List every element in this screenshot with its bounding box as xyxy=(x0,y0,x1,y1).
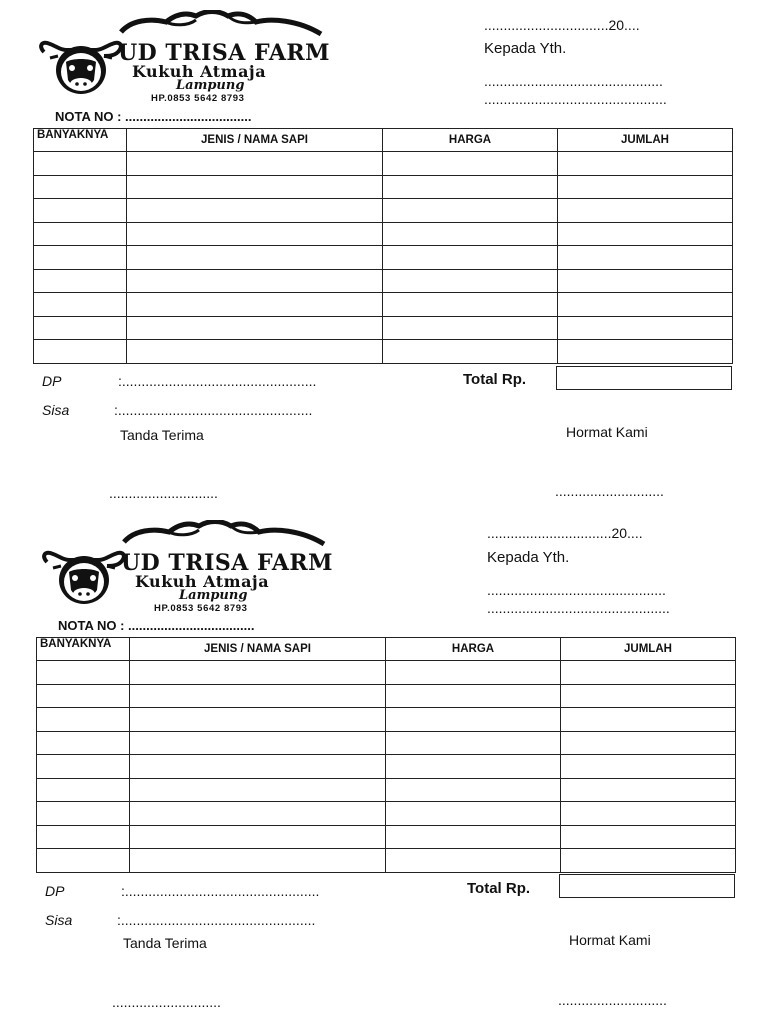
jenis-cell[interactable] xyxy=(130,661,386,685)
items-table xyxy=(33,128,733,364)
jumlah-cell[interactable] xyxy=(558,199,733,223)
jenis-cell[interactable] xyxy=(130,708,386,732)
jenis-cell[interactable] xyxy=(127,175,383,199)
table-row xyxy=(37,684,736,708)
dp-line[interactable]: :.................................................. xyxy=(118,373,317,389)
qty-cell[interactable] xyxy=(34,340,127,364)
table-row xyxy=(34,222,733,246)
table-row xyxy=(34,340,733,364)
jenis-cell[interactable] xyxy=(127,340,383,364)
jenis-cell[interactable] xyxy=(130,825,386,849)
harga-cell[interactable] xyxy=(383,199,558,223)
qty-cell[interactable] xyxy=(37,661,130,685)
qty-cell[interactable] xyxy=(34,175,127,199)
table-row xyxy=(34,246,733,270)
jumlah-cell[interactable] xyxy=(561,802,736,826)
table-row xyxy=(37,661,736,685)
jenis-cell[interactable] xyxy=(127,316,383,340)
jumlah-cell[interactable] xyxy=(561,755,736,779)
jumlah-cell[interactable] xyxy=(558,316,733,340)
harga-cell[interactable] xyxy=(386,731,561,755)
receipt-bottom xyxy=(0,508,768,1018)
harga-cell[interactable] xyxy=(383,293,558,317)
brand-name: UD TRISA FARM xyxy=(118,40,331,66)
address-line-2[interactable]: ............................................... xyxy=(484,91,667,107)
harga-cell[interactable] xyxy=(386,825,561,849)
address-line-1[interactable]: .............................................. xyxy=(487,582,666,598)
harga-cell[interactable] xyxy=(386,661,561,685)
harga-cell[interactable] xyxy=(383,175,558,199)
jenis-cell[interactable] xyxy=(130,778,386,802)
qty-cell[interactable] xyxy=(34,293,127,317)
jenis-cell[interactable] xyxy=(127,222,383,246)
brand-city: Lampung xyxy=(176,78,245,93)
brand-name: UD TRISA FARM xyxy=(121,550,334,576)
farm-logo xyxy=(39,520,339,615)
table-header-row xyxy=(37,638,736,661)
sisa-label: Sisa xyxy=(42,402,70,418)
jenis-cell[interactable] xyxy=(130,802,386,826)
table-row xyxy=(37,731,736,755)
table-row xyxy=(34,175,733,199)
signature-left[interactable]: ............................ xyxy=(112,994,221,1010)
col-jenis: JENIS / NAMA SAPI xyxy=(127,129,383,152)
col-banyaknya: BANYAKNYA xyxy=(37,638,130,661)
jumlah-cell[interactable] xyxy=(561,849,736,873)
jumlah-cell[interactable] xyxy=(558,222,733,246)
harga-cell[interactable] xyxy=(386,778,561,802)
jenis-cell[interactable] xyxy=(127,293,383,317)
qty-cell[interactable] xyxy=(37,825,130,849)
sisa-line[interactable]: :.................................................. xyxy=(114,402,313,418)
jumlah-cell[interactable] xyxy=(558,340,733,364)
total-amount-box[interactable] xyxy=(559,874,735,898)
harga-cell[interactable] xyxy=(386,755,561,779)
date-line[interactable]: ................................20.... xyxy=(487,525,643,541)
receipt-top xyxy=(0,0,768,510)
qty-cell[interactable] xyxy=(34,222,127,246)
harga-cell[interactable] xyxy=(383,246,558,270)
harga-cell[interactable] xyxy=(386,708,561,732)
harga-cell[interactable] xyxy=(386,849,561,873)
col-banyaknya: BANYAKNYA xyxy=(34,129,127,152)
date-line[interactable]: ................................20.... xyxy=(484,17,640,33)
dp-label: DP xyxy=(42,373,62,389)
table-row xyxy=(37,849,736,873)
dp-line[interactable]: :.................................................. xyxy=(121,883,320,899)
col-harga: HARGA xyxy=(383,129,558,152)
address-line-1[interactable]: .............................................. xyxy=(484,73,663,89)
jenis-cell[interactable] xyxy=(130,731,386,755)
dp-label: DP xyxy=(45,883,65,899)
qty-cell[interactable] xyxy=(37,708,130,732)
signature-left[interactable]: ............................ xyxy=(109,485,218,501)
table-row xyxy=(37,755,736,779)
table-row xyxy=(37,708,736,732)
jenis-cell[interactable] xyxy=(127,269,383,293)
jenis-cell[interactable] xyxy=(127,246,383,270)
jumlah-cell[interactable] xyxy=(561,708,736,732)
harga-cell[interactable] xyxy=(386,684,561,708)
total-amount-box[interactable] xyxy=(556,366,732,390)
kepada-label: Kepada Yth. xyxy=(487,549,570,566)
qty-cell[interactable] xyxy=(34,269,127,293)
address-line-2[interactable]: ............................................... xyxy=(487,600,670,616)
hormat-kami-label: Hormat Kami xyxy=(566,424,648,440)
col-jumlah: JUMLAH xyxy=(558,129,733,152)
jumlah-cell[interactable] xyxy=(561,778,736,802)
farm-logo xyxy=(36,10,336,105)
table-row xyxy=(34,293,733,317)
nota-number[interactable]: NOTA NO : ................................... xyxy=(58,618,255,633)
signature-right[interactable]: ............................ xyxy=(555,483,664,499)
jumlah-cell[interactable] xyxy=(558,246,733,270)
table-row xyxy=(37,778,736,802)
jumlah-cell[interactable] xyxy=(561,684,736,708)
brand-phone: HP.0853 5642 8793 xyxy=(151,93,245,104)
table-row xyxy=(37,825,736,849)
jumlah-cell[interactable] xyxy=(558,175,733,199)
qty-cell[interactable] xyxy=(34,152,127,176)
harga-cell[interactable] xyxy=(383,316,558,340)
qty-cell[interactable] xyxy=(34,199,127,223)
jenis-cell[interactable] xyxy=(130,755,386,779)
qty-cell[interactable] xyxy=(37,731,130,755)
qty-cell[interactable] xyxy=(34,316,127,340)
brand-owner: Kukuh Atmaja xyxy=(135,572,270,591)
jenis-cell[interactable] xyxy=(127,152,383,176)
harga-cell[interactable] xyxy=(383,222,558,246)
jenis-cell[interactable] xyxy=(130,849,386,873)
col-jenis: JENIS / NAMA SAPI xyxy=(130,638,386,661)
jenis-cell[interactable] xyxy=(130,684,386,708)
hormat-kami-label: Hormat Kami xyxy=(569,932,651,948)
brand-city: Lampung xyxy=(179,588,248,603)
harga-cell[interactable] xyxy=(383,152,558,176)
harga-cell[interactable] xyxy=(383,340,558,364)
jumlah-cell[interactable] xyxy=(558,269,733,293)
jumlah-cell[interactable] xyxy=(561,661,736,685)
table-row xyxy=(37,802,736,826)
table-row xyxy=(34,199,733,223)
tanda-terima-label: Tanda Terima xyxy=(123,935,207,951)
col-jumlah: JUMLAH xyxy=(561,638,736,661)
total-label: Total Rp. xyxy=(463,371,527,388)
qty-cell[interactable] xyxy=(37,802,130,826)
tanda-terima-label: Tanda Terima xyxy=(120,427,204,443)
jumlah-cell[interactable] xyxy=(561,731,736,755)
signature-right[interactable]: ............................ xyxy=(558,992,667,1008)
jumlah-cell[interactable] xyxy=(558,293,733,317)
qty-cell[interactable] xyxy=(37,755,130,779)
jumlah-cell[interactable] xyxy=(561,825,736,849)
harga-cell[interactable] xyxy=(383,269,558,293)
qty-cell[interactable] xyxy=(37,849,130,873)
col-harga: HARGA xyxy=(386,638,561,661)
table-header-row xyxy=(34,129,733,152)
nota-number[interactable]: NOTA NO : ................................... xyxy=(55,109,252,124)
table-row xyxy=(34,269,733,293)
brand-phone: HP.0853 5642 8793 xyxy=(154,603,248,614)
total-label: Total Rp. xyxy=(467,880,531,897)
jenis-cell[interactable] xyxy=(127,199,383,223)
qty-cell[interactable] xyxy=(37,684,130,708)
kepada-label: Kepada Yth. xyxy=(484,40,567,57)
table-row xyxy=(34,316,733,340)
qty-cell[interactable] xyxy=(34,246,127,270)
items-table xyxy=(36,637,736,873)
harga-cell[interactable] xyxy=(386,802,561,826)
brand-owner: Kukuh Atmaja xyxy=(132,62,267,81)
jumlah-cell[interactable] xyxy=(558,152,733,176)
table-row xyxy=(34,152,733,176)
sisa-line[interactable]: :.................................................. xyxy=(117,912,316,928)
sisa-label: Sisa xyxy=(45,912,73,928)
qty-cell[interactable] xyxy=(37,778,130,802)
